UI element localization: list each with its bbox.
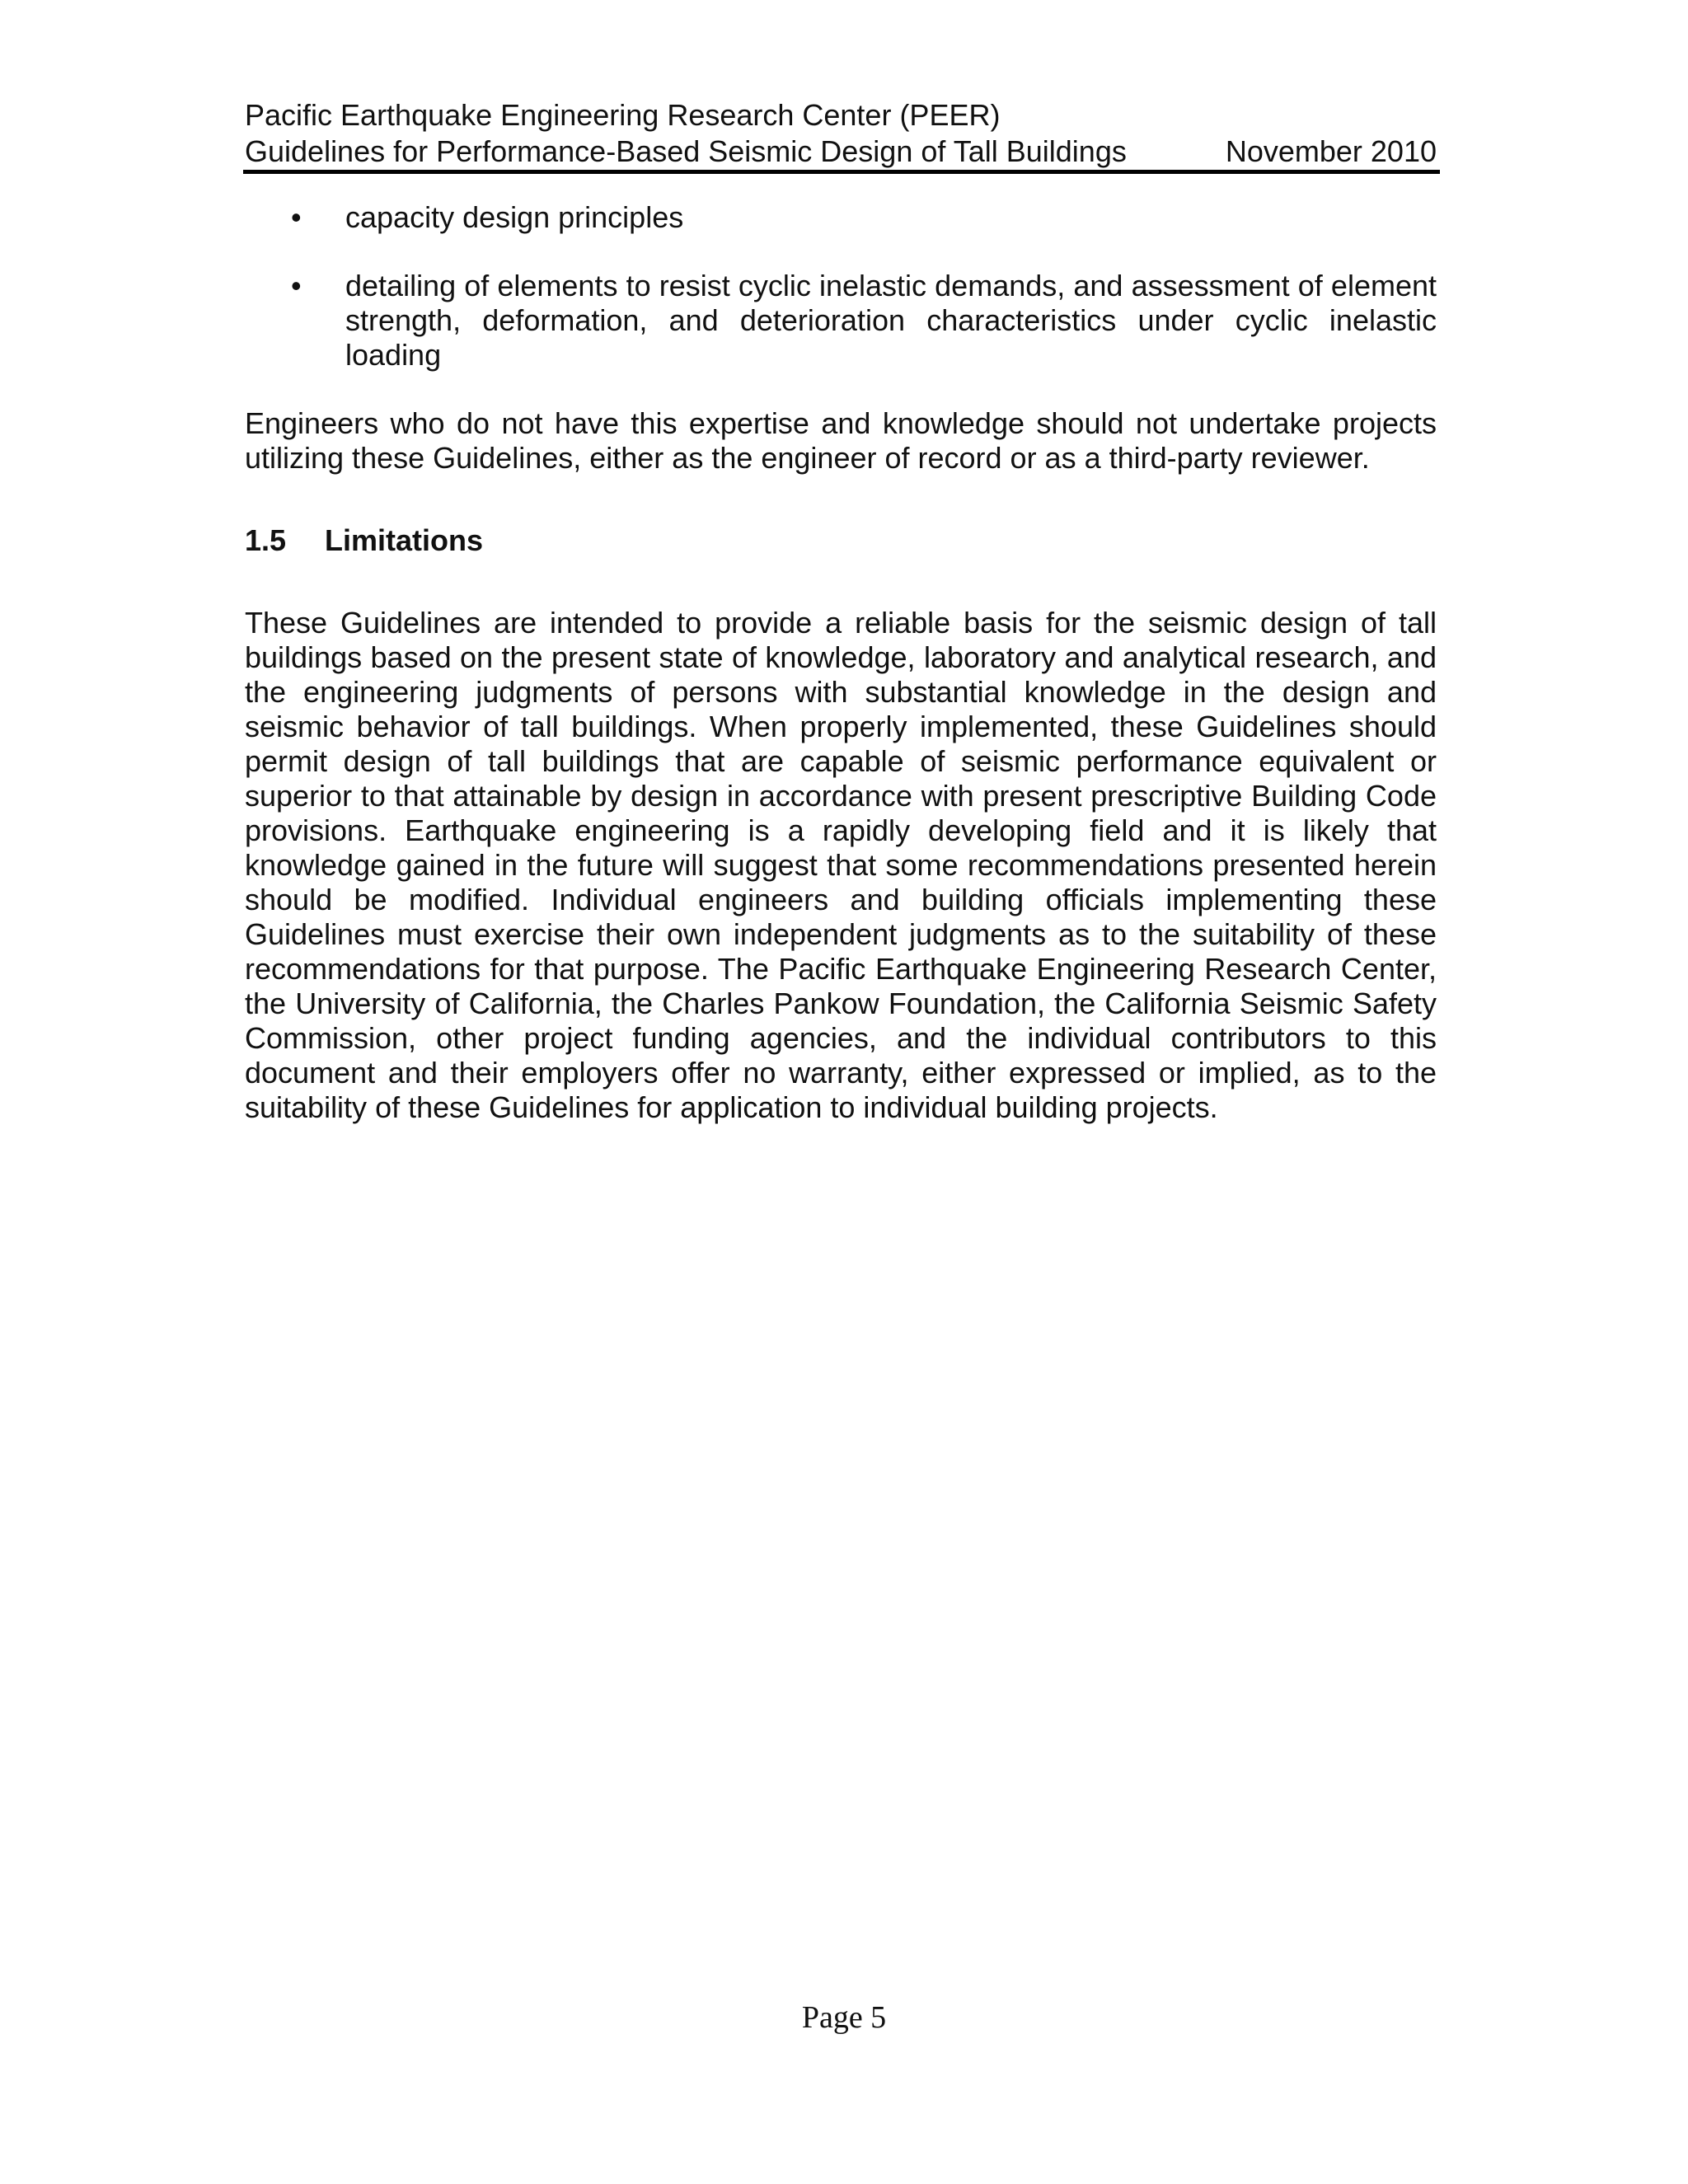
header-organization: Pacific Earthquake Engineering Research Center (PEER) — [245, 98, 1001, 132]
header-document-title: Guidelines for Performance-Based Seismic Design of Tall Buildings — [245, 134, 1127, 168]
page-number: Page 5 — [801, 2000, 887, 2035]
header-rule — [243, 170, 1440, 174]
section-number: 1.5 — [245, 523, 287, 557]
bullet-icon: • — [291, 269, 302, 302]
page-header — [245, 97, 1440, 170]
bullet-text: detailing of elements to resist cyclic inelastic demands, and assessment of element strength, deformation, and deterioration characteristics under cyclic inelastic loading — [345, 269, 1437, 372]
header-title-row — [245, 134, 1437, 170]
section-heading — [245, 523, 1437, 558]
page-body — [245, 200, 1437, 1125]
limitations-paragraph: These Guidelines are intended to provide a reliable basis for the seismic design of tall buildings based on the present state of knowledge, laboratory and analytical research, and the engineering judgments of persons with substantial knowledge in the design and seismic behavior of tall buildings. When properly implemented, these Guidelines should permit design of tall buildings that are capable of seismic performance equivalent or superior to that attainable by design in accordance with present prescriptive Building Code provisions. Earthquake engineering is a rapidly developing field and it is likely that knowledge gained in the future will suggest that some recommendations presented herein should be modified. Individual engineers and building officials implementing these Guidelines must exercise their own independent judgments as to the suitability of these recommendations for that purpose. The Pacific Earthquake Engineering Research Center, the University of California, the Charles Pankow Foundation, the California Seismic Safety Commission, other project funding agencies, and the individual contributors to this document and their employers offer no warranty, either expressed or implied, as to the suitability of these Guidelines for application to individual building projects. — [245, 606, 1437, 1124]
bullet-text: capacity design principles — [345, 200, 684, 234]
expertise-paragraph: Engineers who do not have this expertise and knowledge should not undertake projects utilizing these Guidelines, either as the engineer of record or as a third-party reviewer. — [245, 406, 1437, 475]
bullet-item — [245, 269, 1437, 373]
header-date: November 2010 — [1225, 134, 1437, 168]
bullet-item — [245, 200, 1437, 235]
section-title: Limitations — [325, 523, 484, 557]
bullet-icon: • — [291, 200, 302, 234]
